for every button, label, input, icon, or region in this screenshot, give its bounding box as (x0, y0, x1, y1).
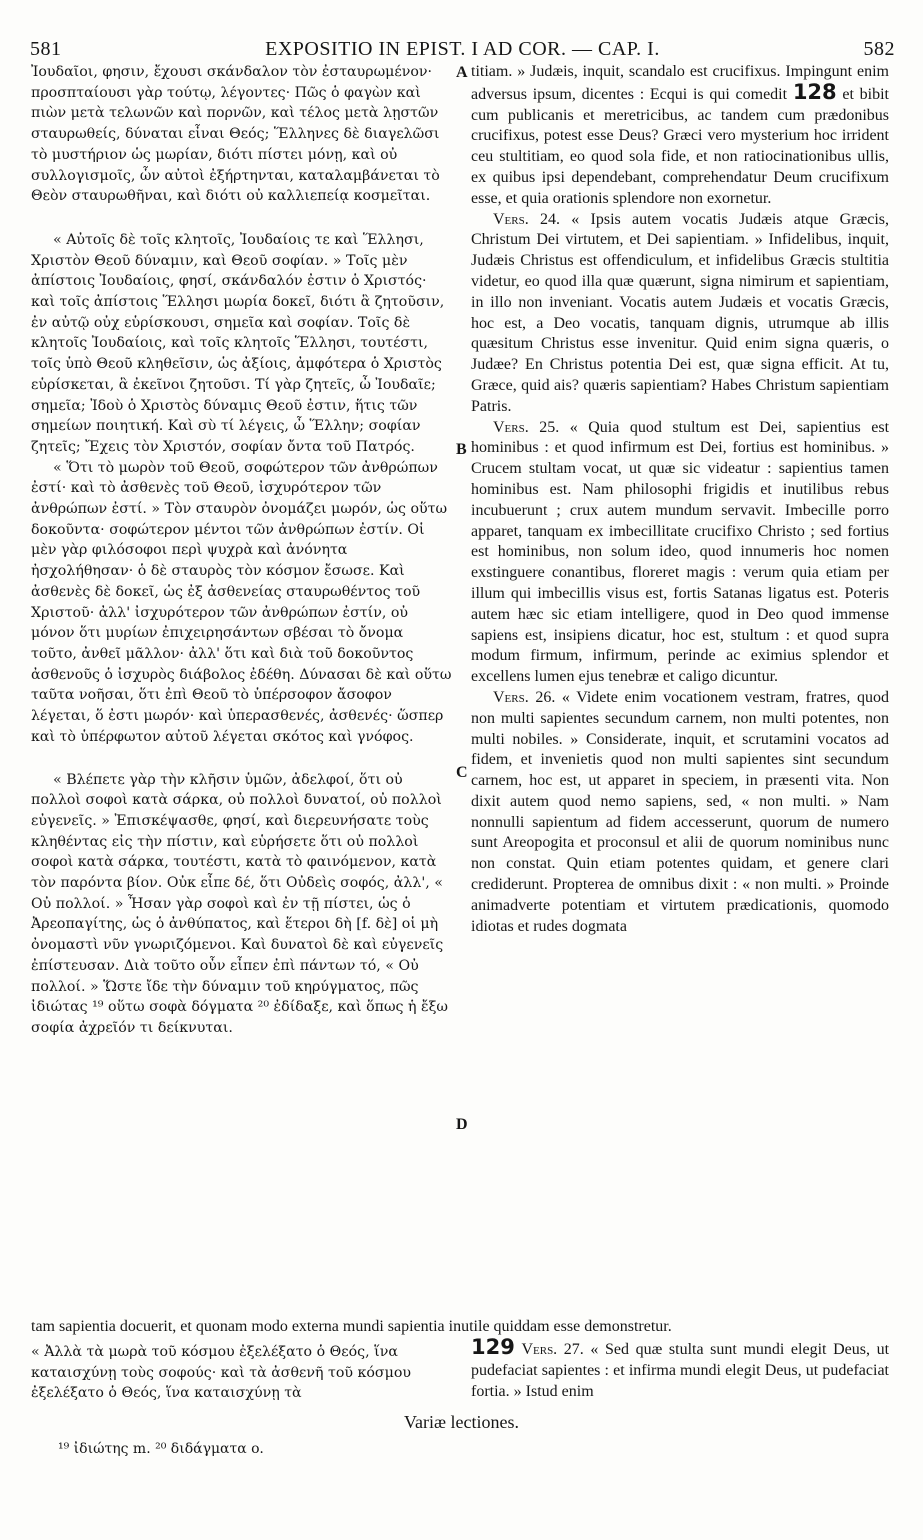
margin-marker-b: B (456, 441, 467, 458)
bottom-latin-paragraph (471, 1335, 890, 1402)
footnote: ¹⁹ ἰδιώτης m. ²⁰ διδάγματα o. (58, 1441, 264, 1457)
verse-label: Vers. 26. (493, 688, 556, 706)
full-width-line: tam sapientia docuerit, et quonam modo externa mundi sapientia inutile quiddam esse demonstretur. (31, 1318, 672, 1335)
latin-text: titiam. » Judæis, inquit, scandalo est crucifixus. Impingunt enim adversus ipsum, dicentes : Ecqui is qui comedit (471, 63, 889, 103)
margin-marker-a: A (456, 64, 468, 81)
margin-marker-d: D (456, 1116, 468, 1133)
greek-paragraph-1: Ἰουδαῖοι, φησιν, ἔχουσι σκάνδαλον τὸν ἐσταυρωμένον· προσπταίουσι γὰρ τούτῳ, λέγοντες· Πῶς ὁ φαγὼν καὶ πιὼν μετὰ τελωνῶν καὶ πορνῶν, καὶ τέλος μετὰ λῃστῶν σταυρωθείς, δύναται εἶναι Θεός; Ἕλληνες δὲ διαγελῶσι τὸ μυστήριον ὡς μωρίαν, διότι πίστει μόνῃ, καὶ οὐ συλλογισμοῖς, ὧν αὐτοὶ ἐξήρτηνται, καταλαμβάνεται τὸ Θεὸν σταυρωθῆναι, καὶ διότι οὐ καλλιεπείᾳ κοσμεῖται. (31, 64, 440, 205)
greek-paragraph-4: « Βλέπετε γὰρ τὴν κλῆσιν ὑμῶν, ἀδελφοί, ὅτι οὐ πολλοὶ σοφοὶ κατὰ σάρκα, οὐ πολλοὶ δυνατοί, οὐ πολλοὶ εὐγενεῖς. » Ἐπισκέψασθε, φησί, καὶ διερευνήσατε τοὺς κληθέντας εἰς τὴν πίστιν, καὶ εὑρήσετε ὅτι οὐ πολλοὶ σοφοὶ κατὰ σάρκα, τουτέστι, κατὰ τὸ φαινόμενον, κατὰ τὸν παρόντα βίον. Οὐκ εἶπε δέ, ὅτι Οὐδεὶς σοφός, ἀλλ', « Οὐ πολλοί. » Ἦσαν γὰρ σοφοὶ καὶ ἐν τῇ πίστει, ὡς ὁ Ἀρεοπαγίτης, ὡς ὁ ἀνθύπατος, καὶ ἕτεροι δὴ [f. δὲ] οἱ μὴ ὀνομαστὶ νῦν γνωριζόμενοι. Καὶ δυνατοὶ δὲ καὶ εὐγενεῖς ἐπίστευσαν. Διὰ τοῦτο οὖν εἶπεν ἐπὶ πάντων τό, « Οὐ πολλοί. » Ὥστε ἴδε τὴν δύναμιν τοῦ κηρύγματος, πῶς ἰδιώτας ¹⁹ οὕτω σοφὰ δόγματα ²⁰ ἐδίδαξε, καὶ ὅπως ἡ ἔξω σοφία ἀχρεῖόν τι δείκνυται. (31, 771, 448, 1036)
latin-column (471, 62, 889, 937)
greek-paragraph-3: « Ὅτι τὸ μωρὸν τοῦ Θεοῦ, σοφώτερον τῶν ἀνθρώπων ἐστί· καὶ τὸ ἀσθενὲς τοῦ Θεοῦ, ἰσχυρότερον τῶν ἀνθρώπων ἐστί. » Τὸν σταυρὸν ὀνομάζει μωρόν, ὡς οὕτω δοκοῦντα· σοφώτερον μέντοι τῶν ἀνθρώπων ἐστίν. Οἱ μὲν γὰρ φιλόσοφοι περὶ ψυχρὰ καὶ ἀνόνητα ἠσχολήθησαν· ὁ δὲ σταυρὸς τὸν κόσμον ἔσωσε. Καὶ ἀσθενὲς δὲ δοκεῖ, ὡς ἐξ ἀσθενείας σταυρωθέντος τοῦ Χριστοῦ· ἀλλ' ἰσχυρότερον τῶν ἀνθρώπων ἐστίν, οὐ μόνον ὅτι μυρίων ἐπιχειρησάντων σβέσαι τὸ ὄνομα τοῦτο, ἀνθεῖ μᾶλλον· ἀλλ' ὅτι καὶ διὰ τοῦ δοκοῦντος ἀσθενοῦς ὁ ἰσχυρὸς διάβολος ἐδέθη. Δύνασαι δὲ καὶ οὕτω ταῦτα νοῆσαι, ὅτι ἐπὶ Θεοῦ τὸ ὑπέρσοφον ἄσοφον λέγεται, ὅ ἐστι μωρόν· καὶ ὑπερασθενές, ἀσθενές· ὥσπερ καὶ τὸ ὑπέρφωτον αὐτοῦ λέγεται σκότος καὶ γνόφος. (31, 459, 452, 745)
latin-text: « Videte enim vocationem vestram, fratres, quod non multi sapientes secundum carnem, non multi potentes, non multi nobiles. » Considerate, inquit, et scrutamini vocatos ad fidem, et invenietis quod non multi sapientes sint secundum carnem, hoc est, ut apparet in speciem, in præsenti vita. Non dixit autem quod nemo sapiens, sed, « non multi. » Nam nonnulli sapientum ad fidem accesserunt, quorum de numero sunt Areopogita et proconsul et alii de quorum nominibus nunc non constat. Quin etiam potentes quidam, et genere clari crediderunt. Propterea de omnibus dixit : « non multi. » Proinde animadverte potentiam et virtutem prædicationis, quomodo idiotas et rudes dogmata (471, 688, 889, 935)
latin-text: « Ipsis autem vocatis Judæis atque Græcis, Christum Dei virtutem, et Dei sapientiam. » Infidelibus, inquit, Judæis Christus est offendiculum, et infidelibus Græcis stultitia videtur, eo quod illa quæ quærunt, signa nimirum et sapientiam, in illo non inveniant. Vocatis autem Judæis et vocatis Græcis, hoc est, a Deo vocatis, tanquam dignis, utrumque ab illis quæsitum Christus esse invenitur. Quid enim signa quæris, o Judæe? En Christus potentia Dei est, quæ signa efficit. At tu, Græce, quid ais? quæris sapientiam? Habes Christum sapientiam Patris. (471, 210, 890, 415)
bottom-greek-paragraph: « Ἀλλὰ τὰ μωρὰ τοῦ κόσμου ἐξελέξατο ὁ Θεός, ἵνα καταισχύνῃ τοὺς σοφούς· καὶ τὰ ἀσθενῆ τοῦ κόσμου ἐξελέξατο ὁ Θεός, ἵνα καταισχύνῃ τὰ (31, 1344, 412, 1402)
latin-verse-24 (471, 210, 889, 418)
running-header (30, 38, 895, 62)
verse-label: Vers. 24. (493, 210, 560, 228)
latin-paragraph-1 (471, 62, 889, 210)
variae-lectiones-heading: Variæ lectiones. (404, 1412, 519, 1432)
latin-text: « Quia quod stultum est Dei, sapientius est hominibus : et quod infirmum est Dei, fortius est hominibus. » Crucem stultam vocat, ut quæ sic videatur : sapientius tamen hominibus est. Nam philosophi frigidis et inutilibus rebus incubuerunt ; crux autem mundum servavit. Imbecille porro apparet, tanquam ex imbecillitate crucifixo Christo ; sed fortius est hominibus, non solum ideo, quod innumeris hoc nomen exstinguere conantibus, floreret magis : verum quia etiam per illum qui imbecillis visus est, fortis Satanas ligatus est. Poteris autem hæc sic etiam intelligere, quod in Deo quod immense sapiens est, insipiens dicatur, hoc est, stultum : et quod supra modum firmum, infirmum, perinde ac eximius splendor et excellens lumen ejus tenebræ et caligo dicuntur. (471, 418, 890, 686)
column-number: 128 (792, 79, 837, 104)
greek-paragraph-2: « Αὐτοῖς δὲ τοῖς κλητοῖς, Ἰουδαίοις τε καὶ Ἕλλησι, Χριστὸν Θεοῦ δύναμιν, καὶ Θεοῦ σοφίαν. » Τοῖς μὲν ἀπίστοις Ἰουδαίοις, φησί, σκάνδαλόν ἐστιν ὁ Χριστός· καὶ τοῖς ἀπίστοις Ἕλλησι μωρία δοκεῖ, διότι ἃ ζητοῦσιν, ἐν αὐτῷ οὐχ εὑρίσκουσι, σημεῖα καὶ σοφίαν. Τοῖς δὲ κλητοῖς Ἰουδαίοις, καὶ τοῖς κλητοῖς Ἕλλησι, τουτέστι, τοῖς ὑπὸ Θεοῦ κληθεῖσιν, ὡς ἀξίοις, ἀμφότερα ὁ Χριστὸς εὑρίσκεται, ἃ ἐκεῖνοι ζητοῦσι. Τί γὰρ ζητεῖς, ὦ Ἰουδαῖε; σημεῖα; Ἰδοὺ ὁ Χριστὸς δύναμις Θεοῦ ἐστιν, ἥτις τῶν σημείων ποιητική. Καὶ σὺ τί λέγεις, ὦ Ἕλλην; σοφίαν ζητεῖς; Ἔχεις τὸν Χριστόν, σοφίαν ὄντα τοῦ Πατρός. (31, 231, 445, 455)
running-title: EXPOSITIO IN EPIST. I AD COR. — CAP. I. (265, 38, 660, 60)
latin-verse-26 (471, 688, 889, 938)
latin-verse-25 (471, 418, 889, 688)
greek-column (31, 62, 452, 1039)
column-number: 129 (471, 1335, 515, 1359)
margin-marker-c: C (456, 764, 468, 781)
verse-label: Vers. 27. (521, 1341, 584, 1358)
left-page-number: 581 (30, 38, 62, 60)
latin-text: « Sed quæ stulta sunt mundi elegit Deus, ut pudefaciat sapientes : et infirma mundi elegit Deus, ut pudefaciat fortia. » Istud enim (471, 1341, 890, 1400)
right-page-number: 582 (863, 38, 895, 60)
verse-label: Vers. 25. (493, 418, 560, 436)
latin-text: et bibit cum publicanis et meretricibus, ac tandem cum prædonibus crucifixus, potest esse Deus? Græci vero mysterium hoc irrident ceu stultitiam, eo quod sola fide, et non ratiocinationibus ullis, ex quibus ipsi dependebant, comprehendatur Deum crucifixum esse, et quia orationis splendore non exornetur. (471, 85, 890, 207)
